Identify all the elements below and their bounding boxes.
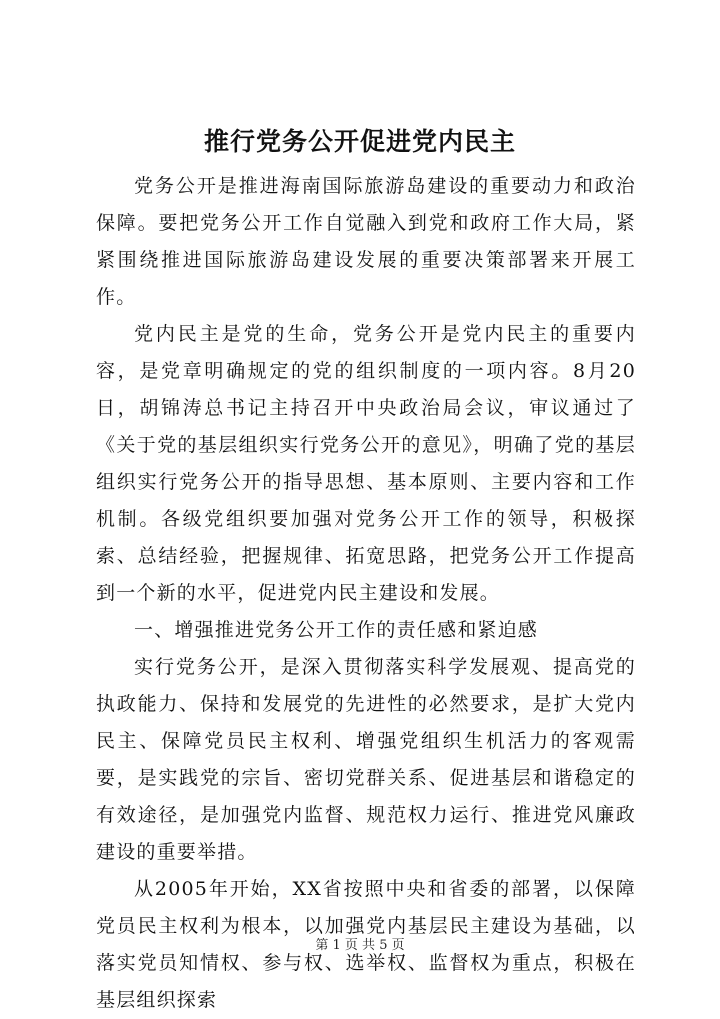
paragraph-4: 从2005年开始，XX省按照中央和省委的部署，以保障党员民主权利为根本，以加强党内基层民主建设为基础，以落实党员知情权、参与权、选举权、监督权为重点，积极在基层组织探索 — [96, 878, 636, 1011]
paragraph-2: 党内民主是党的生命，党务公开是党内民主的重要内容，是党章明确规定的党的组织制度的一项内容。8月20日，胡锦涛总书记主持召开中央政治局会议，审议通过了《关于党的基层组织实行党务公开的意见》，明确了党的基层组织实行党务公开的指导思想、基本原则、主要内容和工作机制。各级党组织要加强对党务公开工作的领导，积极探索、总结经验，把握规律、拓宽思路，把党务公开工作提高到一个新的水平，促进党内民主建设和发展。 — [96, 323, 636, 604]
paragraph-3: 实行党务公开，是深入贯彻落实科学发展观、提高党的执政能力、保持和发展党的先进性的必然要求，是扩大党内民主、保障党员民主权利、增强党组织生机活力的客观需要，是实践党的宗旨、密切党群关系、促进基层和谐稳定的有效途径，是加强党内监督、规范权力运行、推进党风廉政建设的重要举措。 — [96, 656, 636, 863]
document-body — [96, 168, 636, 1019]
paragraph-1: 党务公开是推进海南国际旅游岛建设的重要动力和政治保障。要把党务公开工作自觉融入到党和政府工作大局，紧紧围绕推进国际旅游岛建设发展的重要决策部署来开展工作。 — [96, 175, 636, 308]
page-footer: 第 1 页 共 5 页 — [315, 938, 405, 953]
section-heading-1: 一、增强推进党务公开工作的责任感和紧迫感 — [134, 619, 539, 641]
document-title: 推行党务公开促进党内民主 — [203, 127, 516, 156]
